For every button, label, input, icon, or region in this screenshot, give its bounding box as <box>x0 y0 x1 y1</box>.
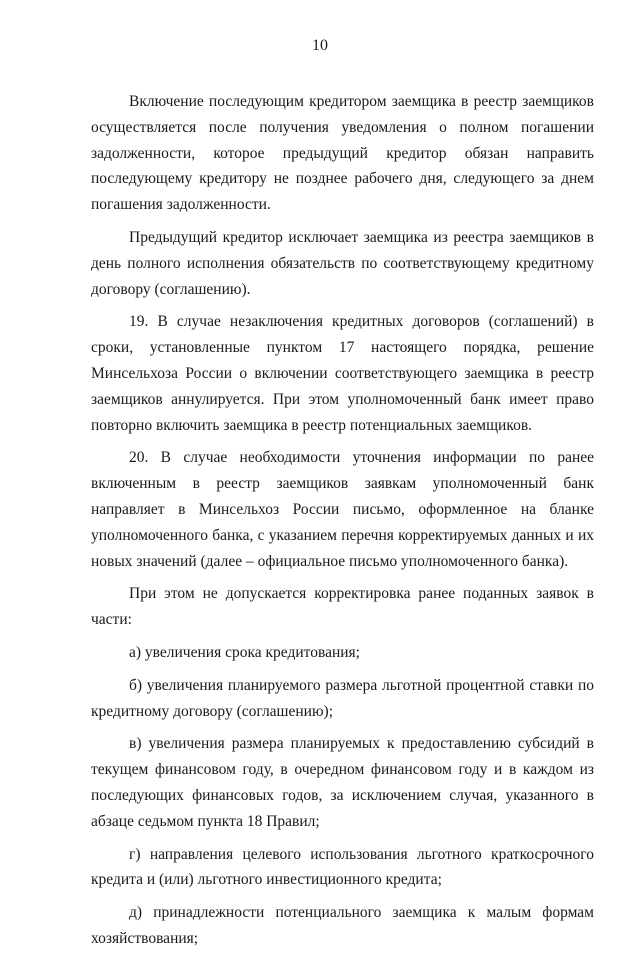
paragraph-correction-restriction: При этом не допускается корректировка ранее поданных заявок в части: <box>91 585 594 629</box>
list-item-d: д) принадлежности потенциального заемщика к малым формам хозяйствования; <box>91 904 594 947</box>
list-item-a: а) увеличения срока кредитования; <box>129 643 360 661</box>
list-item-g: г) направления целевого использования льготного краткосрочного кредита и (или) льготного инвестиционного кредита; <box>91 845 594 889</box>
document-body <box>91 89 594 959</box>
list-item-v: в) увеличения размера планируемых к предоставлению субсидий в текущем финансовом году, в очередном финансовом году и в каждом из последующих финансовых годов, за исключением случая, указанного в абзаце седьмом пункта 18 Правил; <box>91 735 594 830</box>
paragraph-borrower-exclusion: Предыдущий кредитор исключает заемщика из реестра заемщиков в день полного исполнения обязательств по соответствующему кредитному договору (соглашению). <box>91 228 594 298</box>
paragraph-item-20: 20. В случае необходимости уточнения информации по ранее включенным в реестр заемщиков заявкам уполномоченный банк направляет в Минсельхоз России письмо, оформленное на бланке уполномоченного банка, с указанием перечня корректируемых данных и их новых значений (далее – официальное письмо уполномоченного банка). <box>91 449 594 570</box>
page-number: 10 <box>312 37 328 54</box>
paragraph-item-19: 19. В случае незаключения кредитных договоров (соглашений) в сроки, установленные пунктом 17 настоящего порядка, решение Минсельхоза России о включении соответствующего заемщика в реестр заемщиков аннулируется. При этом уполномоченный банк имеет право повторно включить заемщика в реестр потенциальных заемщиков. <box>91 313 594 434</box>
list-item-b: б) увеличения планируемого размера льготной процентной ставки по кредитному договору (соглашению); <box>91 676 594 720</box>
paragraph-borrower-inclusion: Включение последующим кредитором заемщика в реестр заемщиков осуществляется после получения уведомления о полном погашении задолженности, которое предыдущий кредитор обязан направить последующему кредитору не позднее рабочего дня, следующего за днем погашения задолженности. <box>91 93 594 214</box>
